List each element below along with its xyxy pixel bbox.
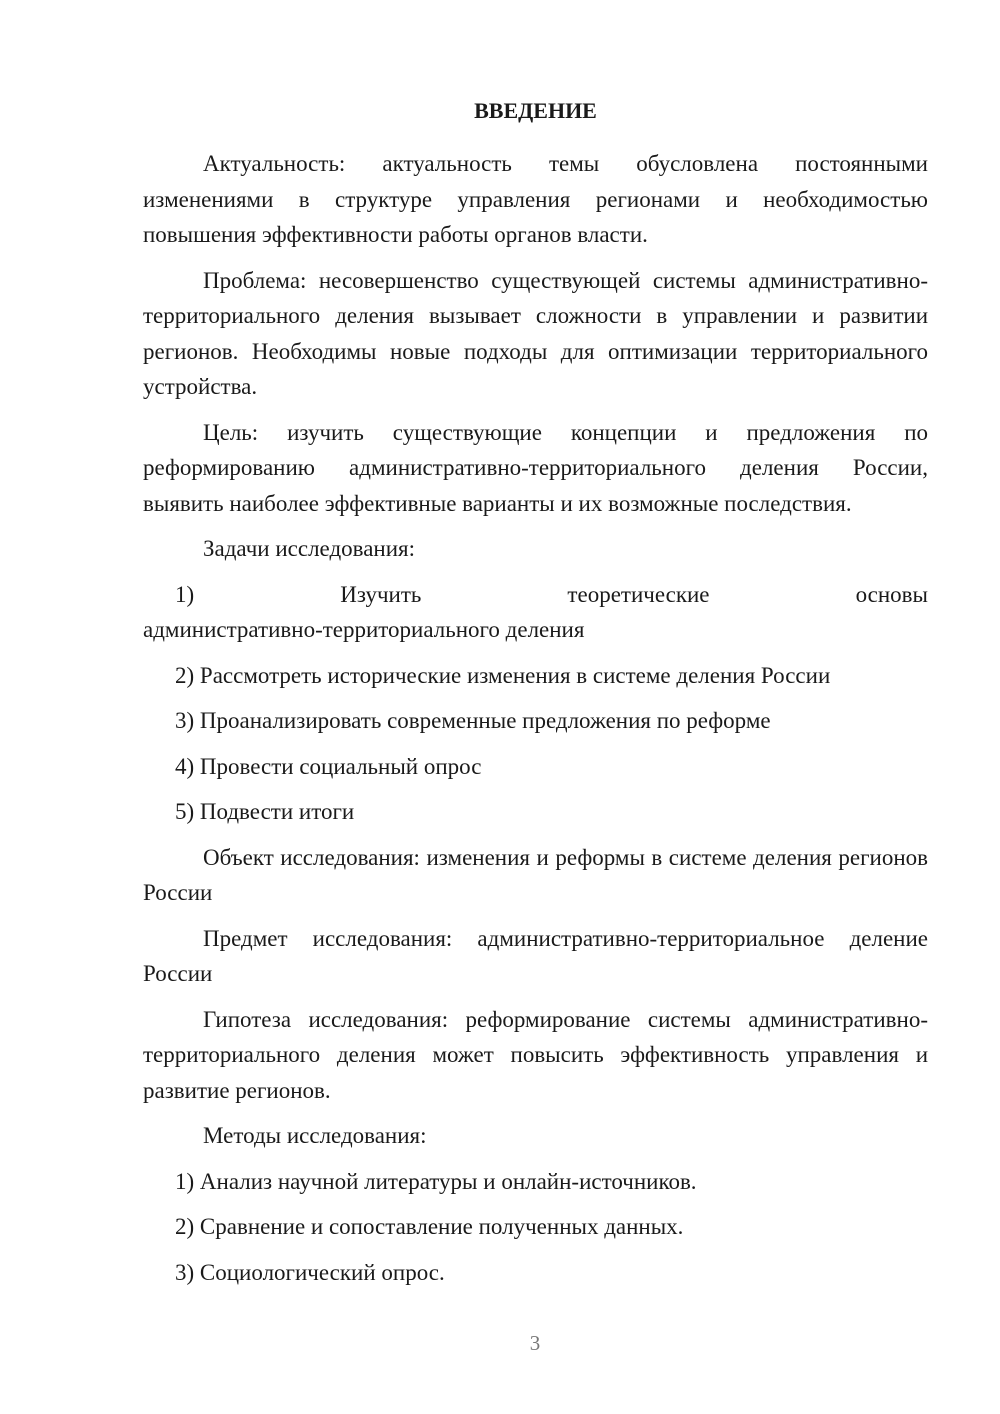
paragraph-problem: Проблема: несовершенство существующей системы административно-территориального деления вызывает сложности в управлении и развитии регионов. Необходимы новые подходы для оптимизации территориального устройства. <box>143 267 928 399</box>
paragraph-relevance: Актуальность: актуальность темы обусловлена постоянными изменениями в структуре управления регионами и необходимостью повышения эффективности работы органов власти. <box>143 151 928 247</box>
method-item-2: 2) Сравнение и сопоставление полученных данных. <box>175 1214 684 1239</box>
paragraph-hypothesis: Гипотеза исследования: реформирование системы административно-территориального деления может повысить эффективность управления и развитие регионов. <box>143 1006 928 1103</box>
document-page <box>143 96 928 1300</box>
paragraph-object: Объект исследования: изменения и реформы в системе деления регионов России <box>143 844 928 905</box>
paragraph-goal: Цель: изучить существующие концепции и предложения по реформированию административно-территориального деления России, выявить наиболее эффективные варианты и их возможные последствия. <box>143 419 928 516</box>
page-title: ВВЕДЕНИЕ <box>474 98 597 123</box>
task-item-2: 2) Рассмотреть исторические изменения в системе деления России <box>175 662 831 688</box>
method-item-3: 3) Социологический опрос. <box>175 1259 445 1285</box>
method-item-1: 1) Анализ научной литературы и онлайн-источников. <box>175 1168 697 1194</box>
task-item-1-line-2: административно-территориального деления <box>143 617 585 642</box>
task-item-4: 4) Провести социальный опрос <box>175 753 482 779</box>
page-number: 3 <box>529 1331 541 1355</box>
task-item-3: 3) Проанализировать современные предложения по реформе <box>175 708 771 733</box>
tasks-heading: Задачи исследования: <box>203 536 416 561</box>
paragraph-subject: Предмет исследования: административно-территориальное деление России <box>143 925 928 986</box>
task-item-5: 5) Подвести итоги <box>175 799 355 824</box>
task-item-1-line-1: 1) Изучить теоретические основы <box>175 581 928 607</box>
methods-heading: Методы исследования: <box>203 1123 427 1148</box>
